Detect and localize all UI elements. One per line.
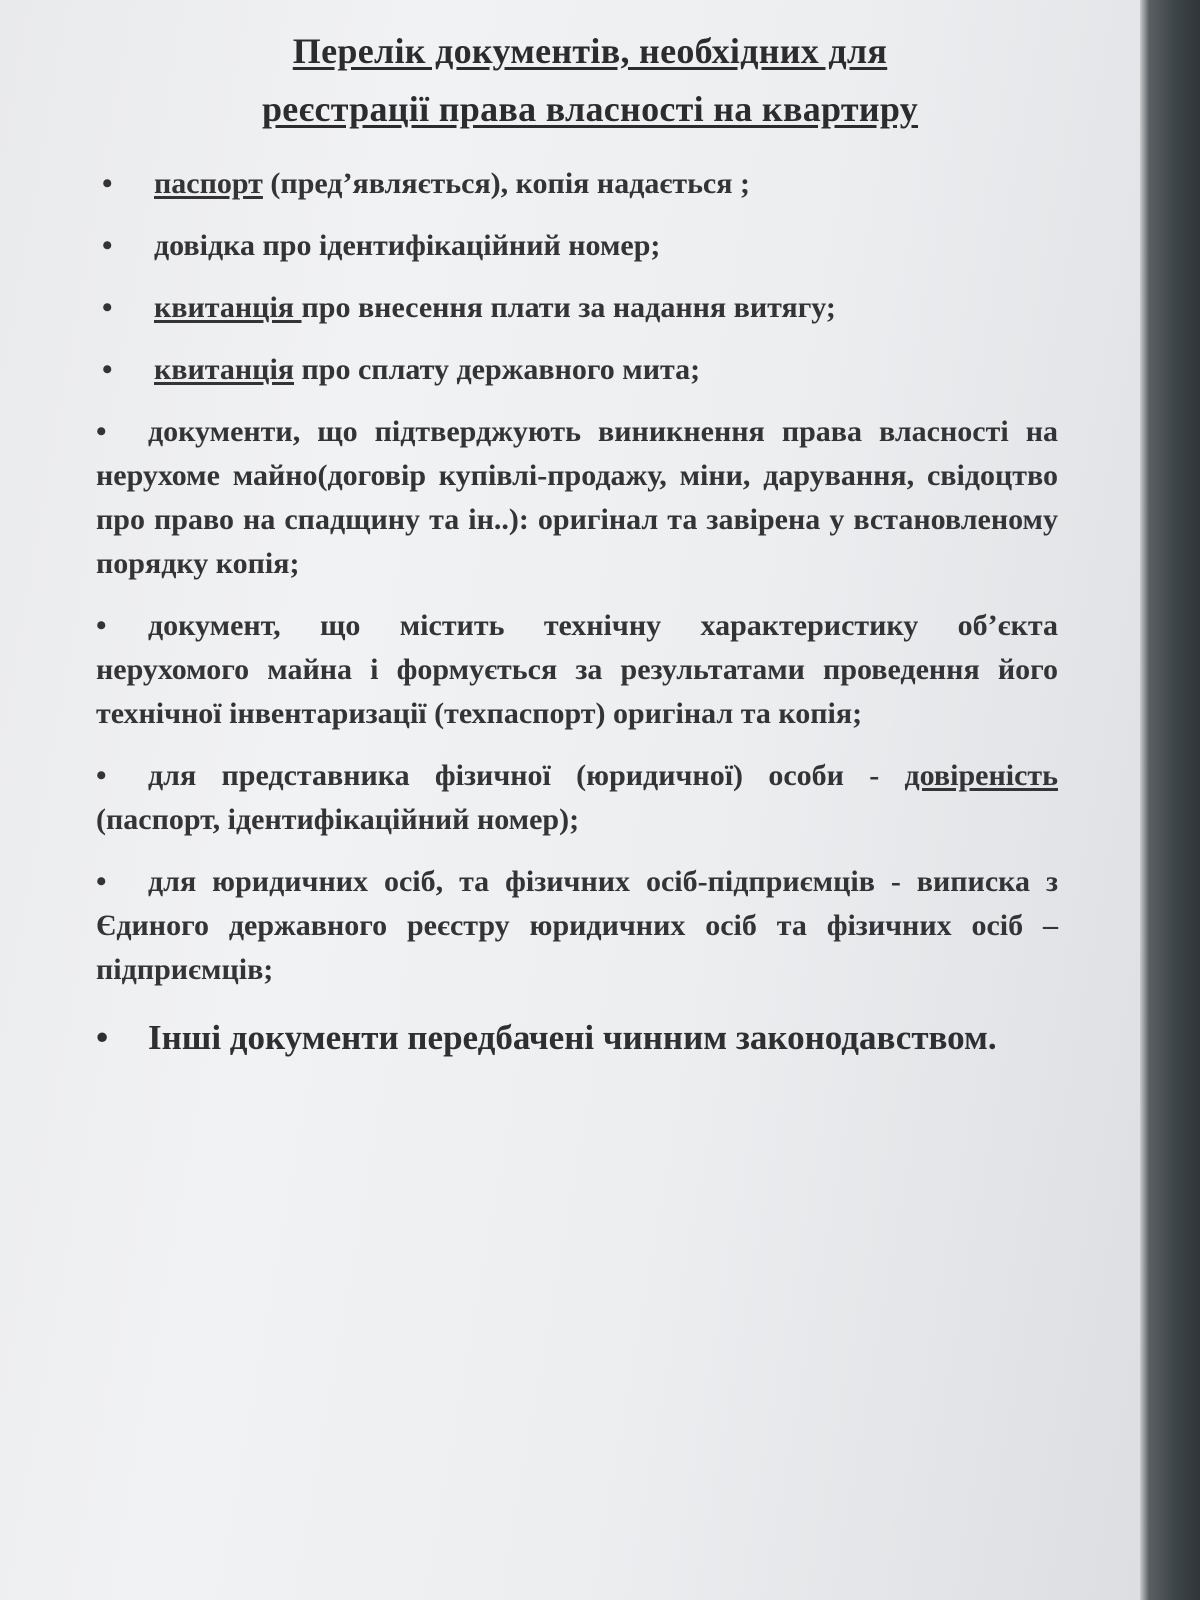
list-item bbox=[96, 286, 1058, 330]
item-underlined-text: паспорт bbox=[154, 167, 263, 200]
list-item bbox=[96, 348, 1058, 392]
bullet-icon: • bbox=[96, 609, 107, 642]
item-text: довідка про ідентифікаційний номер; bbox=[154, 229, 661, 262]
list-item bbox=[96, 162, 1058, 206]
bullet-icon: • bbox=[96, 865, 107, 898]
documents-list bbox=[96, 162, 1058, 1066]
title-line-1: Перелік документів, необхідних для bbox=[292, 31, 888, 71]
item-text: документи, що підтверджують виникнення права власності на нерухоме майно(договір купівлі-продажу, міни, дарування, свідоцтво про право на спадщину та ін..): оригінал та завірена у встановленому порядку копія; bbox=[96, 415, 1058, 580]
list-item bbox=[96, 604, 1058, 736]
bullet-icon: • bbox=[102, 167, 113, 200]
list-item bbox=[96, 410, 1058, 586]
item-text: для юридичних осіб, та фізичних осіб-підприємців - виписка з Єдиного державного реєстру юридичних осіб та фізичних осіб – підприємців; bbox=[96, 865, 1058, 986]
item-text: Інші документи передбачені чинним законодавством. bbox=[148, 1018, 997, 1057]
item-underlined-text: квитанція bbox=[154, 291, 302, 324]
bullet-icon: • bbox=[96, 1018, 109, 1057]
item-text: про внесення плати за надання витягу; bbox=[301, 291, 836, 324]
list-item bbox=[96, 1010, 1058, 1066]
bullet-icon: • bbox=[102, 291, 113, 324]
list-item bbox=[96, 754, 1058, 842]
list-item bbox=[96, 860, 1058, 992]
document-title bbox=[100, 22, 1080, 138]
item-text: (паспорт, ідентифікаційний номер); bbox=[96, 803, 580, 836]
background-edge bbox=[1140, 0, 1200, 1600]
item-underlined-text: квитанція bbox=[154, 353, 295, 386]
bullet-icon: • bbox=[102, 229, 113, 262]
item-text-before: для представника фізичної (юридичної) особи - bbox=[148, 759, 905, 792]
title-line-2: реєстрації права власності на квартиру bbox=[261, 89, 919, 129]
list-item bbox=[96, 224, 1058, 268]
item-underlined-text: довіреність bbox=[904, 759, 1058, 792]
item-text: про сплату державного мита; bbox=[294, 353, 701, 386]
bullet-icon: • bbox=[96, 759, 107, 792]
bullet-icon: • bbox=[96, 415, 107, 448]
item-text: (пред’являється), копія надається ; bbox=[262, 167, 750, 200]
item-text: документ, що містить технічну характеристику об’єкта нерухомого майна і формується за результатами проведення його технічної інвентаризації (техпаспорт) оригінал та копія; bbox=[96, 609, 1058, 730]
bullet-icon: • bbox=[102, 353, 113, 386]
